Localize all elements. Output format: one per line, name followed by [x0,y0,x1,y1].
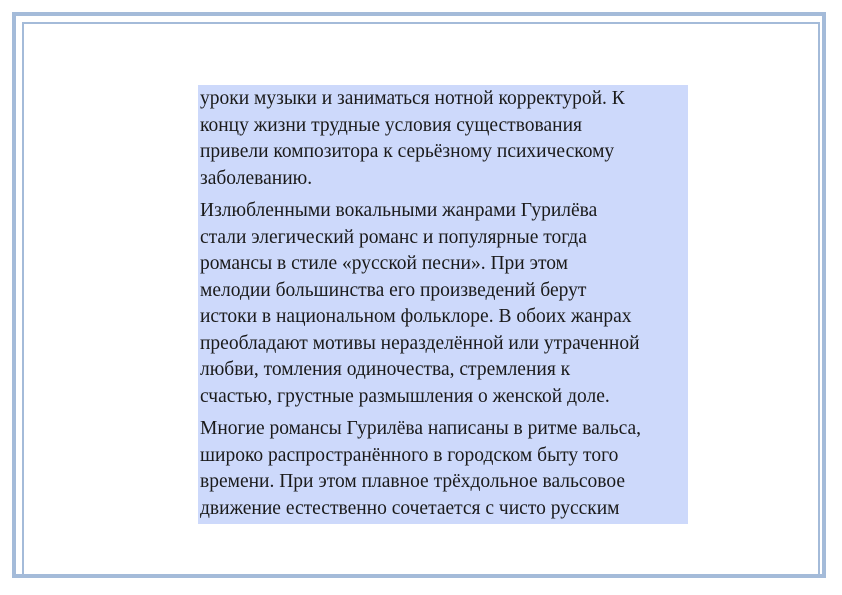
text-line: уроки музыки и заниматься нотной корректурой. К [200,88,625,109]
text-line: мелодии большинства его произведений берут [200,279,587,301]
text-line: любви, томления одиночества, стремления к [200,359,571,380]
text-line: времени. При этом плавное трёхдольное вальсовое [200,471,626,492]
text-line: стали элегический романс и популярные тогда [200,226,587,248]
text-line: привели композитора к серьёзному психическому [200,141,615,162]
text-line: Многие романсы Гурилёва написаны в ритме вальса, [200,418,642,439]
text-line: истоки в национальном фольклоре. В обоих жанрах [200,306,632,327]
text-line: движение естественно сочетается с чисто русским [200,497,620,519]
paragraph-2 [200,198,686,410]
text-line: заболеванию. [200,167,313,189]
text-line: преобладают мотивы неразделённой или утраченной [200,332,640,354]
paragraph-3 [200,416,686,522]
text-line: широко распространённого в городском быту того [200,444,619,466]
text-selection-block[interactable] [198,85,688,524]
text-line: романсы в стиле «русской песни». При этом [200,253,568,274]
text-line: концу жизни трудные условия существования [200,114,582,136]
text-line: Излюбленными вокальными жанрами Гурилёва [200,200,598,221]
paragraph-1 [200,86,686,192]
text-line: счастью, грустные размышления о женской доле. [200,385,610,407]
